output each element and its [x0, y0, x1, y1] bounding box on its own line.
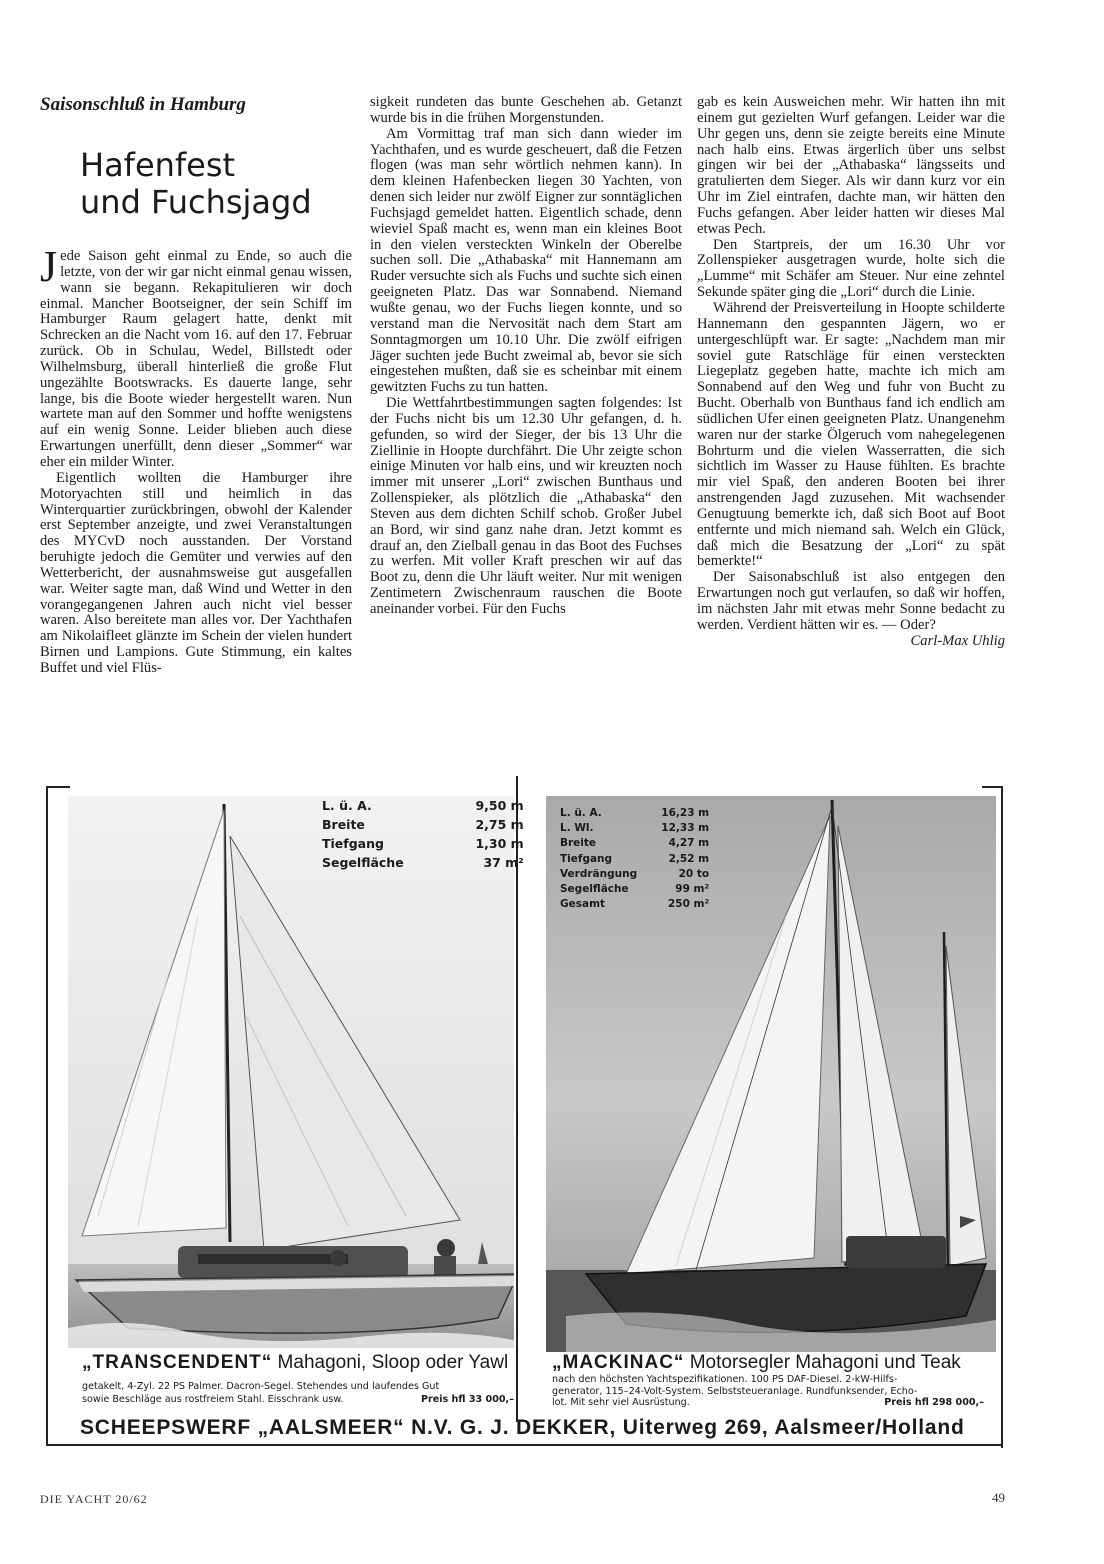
spec-row [322, 815, 524, 834]
frame-divider [516, 776, 518, 1422]
text-column-2 [370, 95, 682, 618]
spec-row [560, 867, 709, 882]
specs-table-transcendent [322, 796, 524, 872]
spec-value: 9,50 m [475, 798, 524, 813]
page-number: 49 [992, 1490, 1005, 1505]
article-kicker: Saisonschluß in Hamburg [40, 94, 246, 115]
spec-label: L. ü. A. [322, 798, 372, 813]
text-column-1 [40, 242, 352, 677]
desc-line: getakelt, 4-Zyl. 22 PS Palmer. Dacron-Segel. Stehendes und laufendes Gut [82, 1381, 440, 1392]
spec-row [560, 836, 709, 851]
desc-line: generator, 115–24-Volt-System. Selbststeueranlage. Rundfunksender, Echo- [552, 1385, 918, 1397]
frame-right [1001, 786, 1003, 1448]
spec-label: Segelfläche [560, 883, 629, 896]
magazine-issue: DIE YACHT 20/62 [40, 1492, 148, 1506]
specs-transcendent [322, 796, 524, 872]
author-signature: Carl-Max Uhlig [910, 632, 1005, 649]
spec-value: 12,33 m [661, 822, 710, 835]
sloop-illustration [68, 796, 514, 1348]
headline-line-1: Hafenfest [80, 146, 236, 184]
paragraph: sigkeit rundeten das bunte Geschehen ab. Getanzt wurde bis in die frühen Morgenstunden. [370, 94, 682, 126]
headline-line-2: und Fuchsjagd [80, 183, 312, 221]
boat-desc-mackinac [552, 1374, 984, 1409]
drop-cap: J [40, 242, 58, 291]
spec-value: 1,30 m [475, 836, 524, 851]
paragraph: Während der Preisverteilung in Hoopte schilderte Hannemann den gespannten Jägern, wo er untergeschlüpft war. Er sagte: „Nachdem man mir soviel gute Ratschläge für einen versteckten Liegeplatz gegeben hatte, machte ich mich am Sonnabend auf den Weg und fuhr von Bucht zu Bucht. Oberhalb von Bunthaus fand ich endlich am südlichen Ufer einen geeigneten Platz. Unangenehm waren nur der starke Ölgeruch vom nahegelegenen Bohrturm und die vielen Wasserratten, die sich sichtlich im Wasser zu Hause fühlten. Es brachte mir viel Spaß, den anderen Booten bei ihrer anstrengenden Jagd zuzusehen. Mit wachsender Genugtuung bemerkte ich, daß sich Boot auf Boot entfernte und mich niemand sah. Welch ein Glück, daß mich die Besatzung der „Lori“ zu spät bemerkte!“ [697, 299, 1005, 570]
boat-name: „MACKINAC“ [552, 1352, 685, 1373]
desc-line: lot. Mit sehr viel Ausrüstung. Preis hfl 298 000,– [552, 1397, 984, 1408]
boat-tagline: Mahagoni, Sloop oder Yawl [272, 1352, 509, 1373]
spec-label: Gesamt [560, 898, 606, 911]
paragraph: Den Startpreis, der um 16.30 Uhr vor Zollenspieker ausgetragen wurde, holte sich die „Lumme“ mit Schäfer am Steuer. Nur eine zehntel Sekunde später ging die „Lori“ durch die Linie. [697, 236, 1005, 301]
desc-line: nach den höchsten Yachtspezifikationen. 100 PS DAF-Diesel. 2-kW-Hilfs- [552, 1374, 898, 1385]
shipyard-name: SCHEEPSWERF „AALSMEER“ N.V. G. J. DEKKER, Uiterweg 269, Aalsmeer/Holland [80, 1416, 965, 1439]
boat-desc-transcendent [82, 1380, 514, 1406]
spec-label: Tiefgang [322, 836, 384, 851]
spec-value: 37 m² [483, 855, 524, 870]
spec-label: Breite [560, 837, 597, 850]
price: Preis hfl 33 000,– [420, 1394, 514, 1405]
spec-label: L. ü. A. [560, 807, 602, 819]
spec-row [322, 834, 524, 853]
spec-label: Verdrängung [560, 867, 638, 880]
boat-name: „TRANSCENDENT“ [82, 1352, 273, 1373]
specs-mackinac [560, 806, 709, 912]
frame-top-left [46, 786, 70, 788]
spec-value: 2,75 m [475, 817, 524, 832]
text-column-3 [697, 95, 1005, 650]
spec-row [560, 821, 709, 836]
spec-value: 20 to [678, 867, 710, 880]
paragraph: Am Vormittag traf man sich dann wieder im Yachthafen, und es wurde gescheuert, daß die Fetzen flogen (was man sehr wörtlich nehmen kann). In dem kleinen Hafenbecken liegen 30 Yachten, von denen sich leider nur zwölf Eigner zur sonntäglichen Fuchsjagd gemeldet hatten. Eigentlich schade, denn wieviel Spaß macht es, wenn man ein kleines Boot in den vielen versteckten Winkeln der Oberelbe suchen soll. Die „Athabaska“ mit Hannemann am Ruder versuchte sich als Fuchs und suchte sich einen geeigneten Platz. Das war Sonnabend. Niemand wußte genau, wo der Fuchs liegen konnte, und so verstand man die Nervosität nach dem Start am Sonntagmorgen um 10.10 Uhr. Die zwölf eifrigen Jäger suchten jede Bucht zweimal ab, bevor sie sich eingestehen mußten, daß sie es scheinbar mit einem gewitzten Fuchs zu tun hatten. [370, 125, 682, 396]
spec-value: 99 m² [675, 883, 710, 896]
spec-label: Segelfläche [322, 855, 404, 870]
spec-row [560, 882, 709, 897]
frame-bottom [46, 1444, 1003, 1446]
paragraph: Der Saisonabschluß ist also entgegen den Erwartungen noch gut verlaufen, so daß wir hoffen, im nächsten Jahr mit etwas mehr Sonne bedacht zu werden. Verdient hätten wir es. — Oder? [697, 569, 1005, 633]
spec-value: 250 m² [667, 898, 710, 911]
spec-row [560, 852, 709, 867]
boat-tagline: Motorsegler Mahagoni und Teak [684, 1352, 961, 1373]
article-headline [80, 147, 370, 221]
spec-value: 2,52 m [668, 852, 710, 865]
advertisement [46, 786, 1004, 1466]
boat-name-transcendent [82, 1352, 508, 1374]
paragraph: Die Wettfahrtbestimmungen sagten folgendes: Ist der Fuchs nicht bis um 12.30 Uhr gefangen, d. h. gefunden, so wird der Sieger, der bis 13 Uhr die Ziellinie in Hoopte durchfährt. Die Uhr zeigte schon einige Minuten vor halb eins, und wir kreuzten noch immer mit unserer „Lori“ zwischen Bunthaus und Zollenspieker, als plötzlich die „Athabaska“ den Steven aus dem dichten Schilf schob. Großer Jubel an Bord, wir sind ganz nahe dran. Jetzt kommt es drauf an, den Zielball genau in das Boot des Fuchses zu werfen. Mit voller Kraft preschen wir auf das Boot zu, denn die Uhr läuft weiter. Nur mit wenigen Zentimetern Zwischenraum rauschen die Boote aneinander vorbei. Für den Fuchs [370, 395, 682, 617]
frame-top-right [982, 786, 1003, 788]
price: Preis hfl 298 000,– [884, 1397, 984, 1408]
spec-label: Breite [322, 817, 365, 832]
desc-line: sowie Beschläge aus rostfreiem Stahl. Eisschrank usw. Preis hfl 33 000,– [82, 1394, 514, 1405]
spec-row [322, 853, 524, 872]
spec-label: L. Wl. [560, 822, 594, 835]
specs-table-mackinac [560, 806, 709, 912]
spec-value: 4,27 m [668, 837, 710, 850]
spec-label: Tiefgang [560, 852, 613, 865]
frame-left [46, 786, 48, 1446]
paragraph: Jede Saison geht einmal zu Ende, so auch die letzte, von der wir gar nicht einmal genau wissen, wann sie begann. Rekapitulieren wir doch einmal. Mancher Bootseigner, der sein Schiff im Hamburger Raum gelagert hatte, denkt mit Schrecken an die Nacht vom 16. auf den 17. Februar zurück. Ob in Schulau, Wedel, Billstedt oder Wilhelmsburg, überall hinterließ die große Flut ungezählte Bootswracks. Es dauerte lange, sehr lange, bis die Boote wieder hergestellt waren. Nun wartete man auf den Sommer und hoffte wenigstens auf ein wenig Sonne. Leider blieben auch diese Erwartungen unerfüllt, denn dieser „Sommer“ war eher ein milder Winter. [40, 242, 352, 470]
photo-transcendent [68, 796, 514, 1348]
spec-row [560, 897, 709, 912]
spec-row [560, 806, 709, 821]
boat-name-mackinac [552, 1352, 961, 1374]
spec-value: 16,23 m [661, 807, 710, 819]
paragraph: Eigentlich wollten die Hamburger ihre Motoryachten still und heimlich in das Winterquartier zurückbringen, obwohl der Kalender erst September anzeigte, und zwei Veranstaltungen des MYCvD noch ausstanden. Der Vorstand beruhigte jedoch die Gemüter und verwies auf den Wetterbericht, der ausnahmsweise gut ausgefallen war. Weiter sagte man, daß Wind und Wetter in den vorangegangenen Jahren auch nicht viel besser waren. Also bereitete man alles vor. Der Yachthafen am Nikolaifleet glänzte im Schein der vielen hundert Birnen und Lampions. Gute Stimmung, ein kaltes Buffet und viel Flüs- [40, 469, 352, 676]
paragraph: gab es kein Ausweichen mehr. Wir hatten ihn mit einem gut gezielten Wurf gefangen. Leider war die Uhr gegen uns, denn sie zeigte bereits eine Minute nach halb eins. Etwas ärgerlich über uns selbst gingen wir bei der „Athabaska“ längsseits und gratulierten dem Sieger. Als wir dann kurz vor ein Uhr im Ziel eintrafen, dachte man, wir hätten den Fuchs gefangen. Aber leider hatten wir dieses Mal etwas Pech. [697, 94, 1005, 237]
spec-row [322, 796, 524, 815]
